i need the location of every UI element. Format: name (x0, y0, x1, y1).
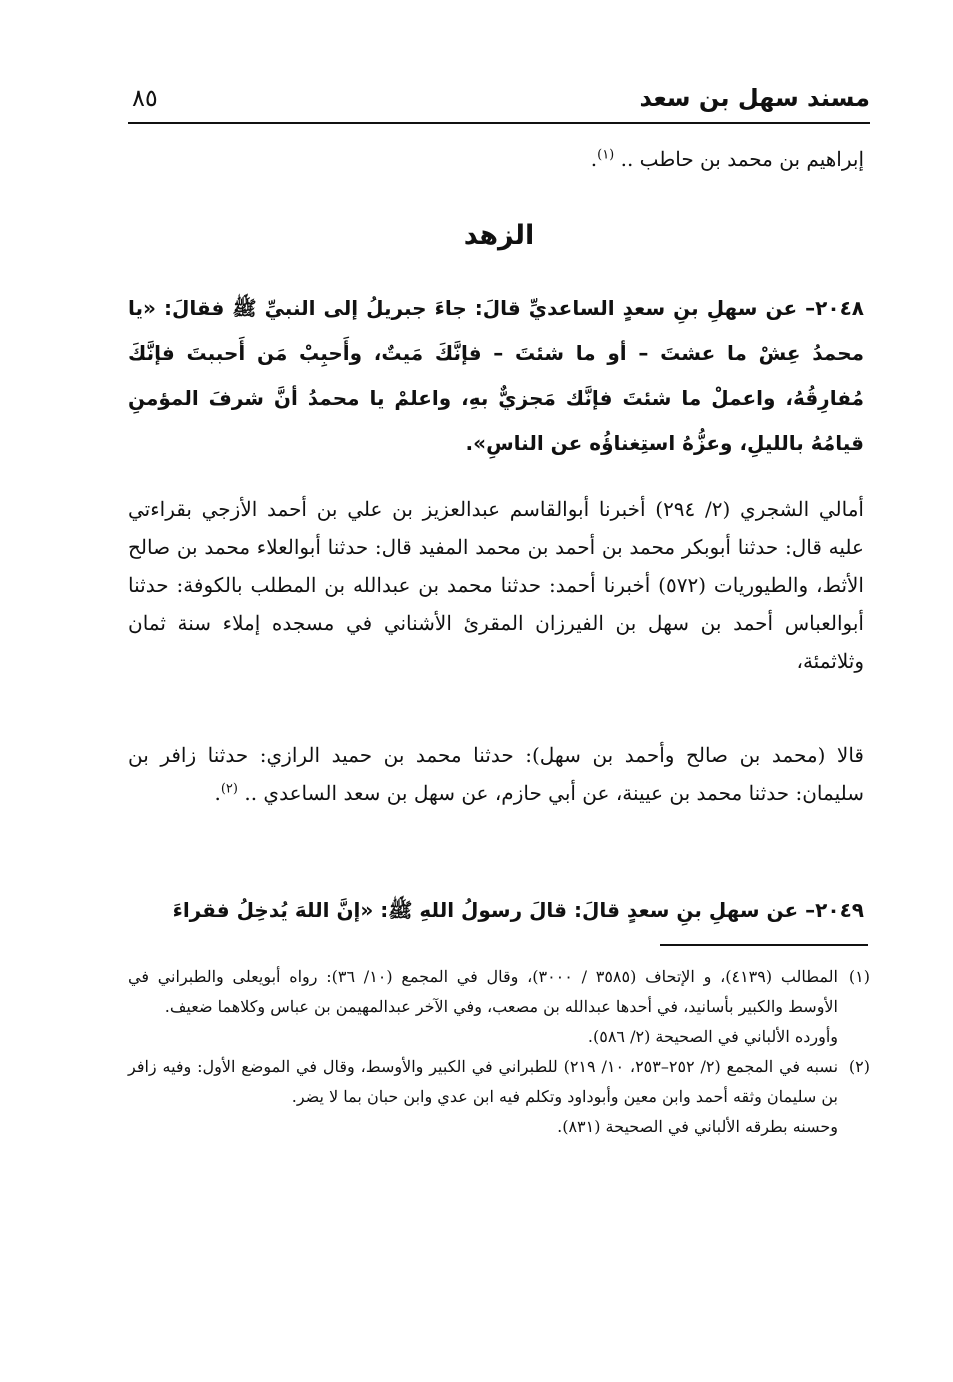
page-header (128, 78, 870, 124)
continuation-text (128, 140, 864, 178)
continuation-end: . (590, 147, 598, 171)
footnote-2 (128, 1052, 870, 1112)
running-title: مسند سهل بن سعد (639, 84, 870, 112)
source-paragraph-1: أمالي الشجري (٢/ ٢٩٤) أخبرنا أبوالقاسم عبدالعزيز بن علي بن أحمد الأزجي بقراءتي عليه قال: حدثنا أبوبكر محمد بن أحمد بن محمد المفيد قال: حدثنا أبوالعلاء محمد بن صالح الأثط، والطيوريات (٥٧٢) أخبرنا أحمد: حدثنا محمد بن عبدالله بن المطلب بالكوفة: حدثنا أبوالعباس أحمد بن سهل بن الفيرزان المقرئ الأشناني في مسجده إملاء سنة ثمان وثلاثمئة، (128, 497, 864, 673)
footnote-text: وأورده الألباني في الصحيحة (٢/ ٥٨٦). (587, 1027, 838, 1046)
source-paragraph-2-text: قالا (محمد بن صالح وأحمد بن سهل): حدثنا محمد بن حميد الرازي: حدثنا زافر بن سليمان: حدثنا محمد بن عيينة، عن أبي حازم، عن سهل بن سعد الساعدي .. (128, 743, 864, 805)
hadith-2049: ٢٠٤٩– عن سهلِ بنِ سعدٍ قالَ: قالَ رسولُ اللهِ ﷺ: «إنَّ اللهَ يُدخِلُ فقراءَ (172, 898, 864, 922)
page-number: ٨٥ (132, 84, 158, 112)
footnote-text: نسبه في المجمع (٢/ ٢٥٢–٢٥٣، ١٠/ ٢١٩) للطبراني في الكبير والأوسط، وقال في الموضع الأول: وفيه زافر بن سليمان وثقه أحمد وابن معين وأبوداود وتكلم فيه ابن عدي وابن حبان بما لا يضر. (128, 1057, 839, 1106)
footnote-1-extra (128, 1022, 870, 1052)
source-paragraph-2-end: . (214, 781, 221, 805)
footnote-text: وحسنه بطرقه الألباني في الصحيحة (٨٣١). (557, 1117, 838, 1136)
footnote-1 (128, 962, 870, 1022)
footnote-text: المطالب (٤١٣٩)، و الإتحاف (٣٥٨٥ / ٣٠٠٠)، وقال في المجمع (١٠/ ٣٦): رواه أبويعلى والطبراني في الأوسط والكبير بأسانيد، في أحدها عبدالله بن مصعب، وفي الآخر عبدالمهيمن بن عباس وكلاهما ضعيف. (128, 967, 838, 1016)
hadith-2048: ٢٠٤٨– عن سهلِ بنِ سعدٍ الساعديِّ قالَ: جاءَ جبريلُ إلى النبيِّ ﷺ فقالَ: «يا محمدُ عِشْ ما عشتَ – أو ما شئتَ – فإنَّكَ مَيتٌ، وأَحبِبْ مَن أَحببتَ فإنَّكَ مُفارِقُهُ، واعملْ ما شئتَ فإنَّك مَجزيٌّ بهِ، واعلمْ يا محمدُ أنَّ شرفَ المؤمنِ قيامُهُ بالليلِ، وعزُّهُ استِغناؤُه عن الناسِ». (128, 296, 864, 455)
footnote-number: (٢) (848, 1057, 870, 1076)
continuation-line: إبراهيم بن محمد بن حاطب .. (614, 147, 864, 171)
section-title: الزهد (463, 220, 535, 251)
footnote-divider (660, 944, 868, 946)
source-paragraph-2 (128, 736, 864, 812)
footnote-ref-2: (٢) (220, 781, 238, 797)
footnotes (128, 962, 870, 1142)
footnote-2-extra (128, 1112, 870, 1142)
footnote-ref-1: (١) (597, 147, 615, 163)
footnote-number: (١) (848, 967, 870, 986)
